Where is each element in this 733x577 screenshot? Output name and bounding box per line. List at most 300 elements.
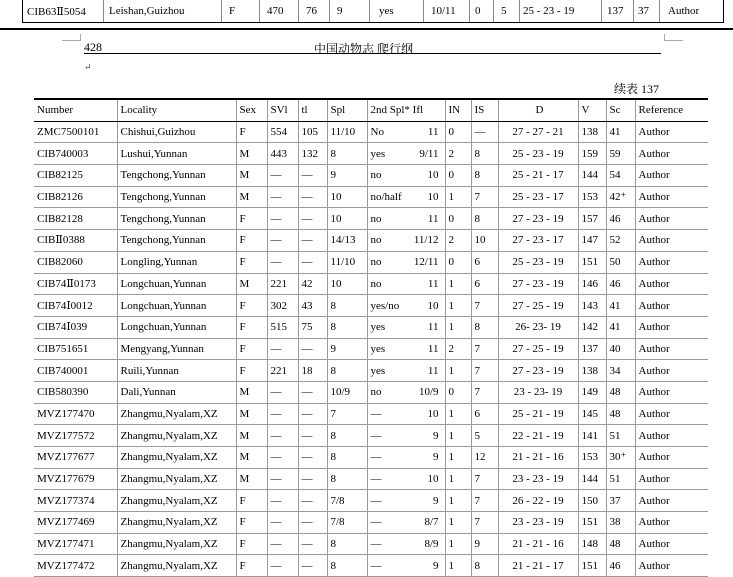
table-row	[34, 447, 708, 469]
prev-locality: Leishan,Guizhou	[109, 5, 185, 17]
prev-reference: Author	[668, 5, 700, 17]
cell-spl: 10	[327, 208, 367, 230]
table-row	[34, 338, 708, 360]
cell-v: 137	[578, 338, 606, 360]
prev-ifl: 10/11	[431, 5, 456, 17]
cell-tl: 42	[298, 273, 327, 295]
cell-spl: 8	[327, 468, 367, 490]
cell-reference: Author	[635, 490, 708, 512]
col-header-svl: SVl	[267, 99, 298, 121]
cell-number: CIB74Ⅰ039	[34, 316, 117, 338]
cell-in: 1	[445, 360, 471, 382]
cell-tl: 132	[298, 143, 327, 165]
cell-is: 8	[471, 165, 498, 187]
page-break-rule	[0, 28, 733, 30]
cell-ifl: 10	[427, 169, 439, 182]
cell-spl: 10	[327, 273, 367, 295]
cell-2nd-spl: yes	[370, 364, 386, 377]
cell-in: 1	[445, 447, 471, 469]
cell-sex: F	[236, 533, 267, 555]
cell-d: 26 - 22 - 19	[498, 490, 578, 512]
cell-is: 9	[471, 533, 498, 555]
cell-2nd-spl-ifl	[367, 316, 445, 338]
col-header-tl: tl	[298, 99, 327, 121]
cell-reference: Author	[635, 338, 708, 360]
cell-number: MVZ177471	[34, 533, 117, 555]
cell-is: 7	[471, 512, 498, 534]
cell-ifl: 10	[427, 407, 439, 420]
cell-spl: 8	[327, 143, 367, 165]
cell-d: 27 - 25 - 19	[498, 338, 578, 360]
crop-mark-right	[664, 34, 683, 41]
cell-ifl: 8/7	[424, 516, 439, 529]
cell-d: 27 - 27 - 21	[498, 121, 578, 143]
table-row	[34, 186, 708, 208]
cell-sc: 46	[606, 208, 635, 230]
cell-number: CIB580390	[34, 381, 117, 403]
cell-sex: F	[236, 251, 267, 273]
cell-tl: 75	[298, 316, 327, 338]
cell-sc: 41	[606, 121, 635, 143]
cell-ifl: 9	[433, 494, 439, 507]
cell-spl: 11/10	[327, 251, 367, 273]
cell-spl: 8	[327, 447, 367, 469]
cell-spl: 10	[327, 186, 367, 208]
cell-2nd-spl: no	[370, 386, 382, 399]
cell-2nd-spl: —	[370, 451, 382, 464]
cell-is: 8	[471, 555, 498, 577]
cell-2nd-spl-ifl	[367, 555, 445, 577]
cell-2nd-spl: no	[370, 234, 382, 247]
cell-locality: Tengchong,Yunnan	[117, 165, 236, 187]
cell-is: 6	[471, 251, 498, 273]
cell-sex: M	[236, 447, 267, 469]
cell-2nd-spl-ifl	[367, 251, 445, 273]
col-header-sex: Sex	[236, 99, 267, 121]
cell-is: 5	[471, 425, 498, 447]
prev-sex: F	[229, 5, 236, 17]
cell-spl: 8	[327, 316, 367, 338]
cell-in: 1	[445, 316, 471, 338]
cell-d: 27 - 23 - 19	[498, 360, 578, 382]
table-row	[34, 121, 708, 143]
cell-spl: 8	[327, 425, 367, 447]
table-row	[34, 143, 708, 165]
cell-2nd-spl: —	[370, 559, 382, 572]
cell-is: 7	[471, 468, 498, 490]
cell-svl: 443	[267, 143, 298, 165]
cell-d: 27 - 23 - 19	[498, 273, 578, 295]
cell-sex: F	[236, 490, 267, 512]
cell-sc: 46	[606, 555, 635, 577]
cell-reference: Author	[635, 381, 708, 403]
cell-number: MVZ177572	[34, 425, 117, 447]
cell-2nd-spl-ifl	[367, 512, 445, 534]
cell-is: 7	[471, 295, 498, 317]
table-row	[34, 316, 708, 338]
cell-spl: 11/10	[327, 121, 367, 143]
prev-svl: 470	[267, 5, 284, 17]
cell-2nd-spl: yes	[370, 342, 386, 355]
cell-reference: Author	[635, 273, 708, 295]
table-row	[34, 512, 708, 534]
table-row	[34, 381, 708, 403]
table-row	[34, 403, 708, 425]
cell-number: CIB74Ⅱ0173	[34, 273, 117, 295]
cell-2nd-spl: no	[370, 169, 382, 182]
cell-reference: Author	[635, 143, 708, 165]
cell-is: 10	[471, 230, 498, 252]
cell-spl: 7/8	[327, 512, 367, 534]
cell-reference: Author	[635, 425, 708, 447]
cell-svl: —	[267, 490, 298, 512]
cell-locality: Tengchong,Yunnan	[117, 186, 236, 208]
table-row	[34, 360, 708, 382]
cell-ifl: 11	[427, 126, 439, 139]
cell-spl: 9	[327, 165, 367, 187]
cell-in: 1	[445, 425, 471, 447]
cell-v: 141	[578, 425, 606, 447]
cell-2nd-spl: no/half	[370, 191, 402, 204]
cell-spl: 7	[327, 403, 367, 425]
cell-2nd-spl: —	[370, 538, 382, 551]
cell-sex: F	[236, 295, 267, 317]
table-row	[34, 490, 708, 512]
cell-2nd-spl: no	[370, 277, 382, 290]
cell-locality: Chishui,Guizhou	[117, 121, 236, 143]
table-row	[34, 295, 708, 317]
prev-spl: 9	[337, 5, 343, 17]
cell-2nd-spl: —	[370, 407, 382, 420]
cell-sc: 48	[606, 533, 635, 555]
col-header-locality: Locality	[117, 99, 236, 121]
cell-is: 6	[471, 273, 498, 295]
cell-reference: Author	[635, 186, 708, 208]
cell-is: 7	[471, 338, 498, 360]
cell-in: 1	[445, 273, 471, 295]
page-number: 428	[84, 40, 102, 54]
cell-locality: Ruili,Yunnan	[117, 360, 236, 382]
cell-2nd-spl-ifl	[367, 208, 445, 230]
cell-number: MVZ177472	[34, 555, 117, 577]
cell-ifl: 9	[433, 451, 439, 464]
cell-is: 8	[471, 143, 498, 165]
cell-2nd-spl-ifl	[367, 447, 445, 469]
cell-v: 144	[578, 468, 606, 490]
cell-2nd-spl-ifl	[367, 381, 445, 403]
cell-number: CIB740001	[34, 360, 117, 382]
cell-reference: Author	[635, 165, 708, 187]
cell-2nd-spl: yes	[370, 147, 386, 160]
cell-ifl: 11	[427, 364, 439, 377]
cell-svl: 515	[267, 316, 298, 338]
cell-2nd-spl-ifl	[367, 338, 445, 360]
cell-locality: Tengchong,Yunnan	[117, 230, 236, 252]
cell-tl: —	[298, 186, 327, 208]
table-row	[34, 230, 708, 252]
cell-number: CIBⅡ0388	[34, 230, 117, 252]
cell-svl: —	[267, 208, 298, 230]
cell-tl: 43	[298, 295, 327, 317]
cell-2nd-spl-ifl	[367, 425, 445, 447]
cell-2nd-spl-ifl	[367, 143, 445, 165]
cell-2nd-spl-ifl	[367, 230, 445, 252]
cell-v: 146	[578, 273, 606, 295]
cell-tl: —	[298, 230, 327, 252]
cell-d: 23 - 23- 19	[498, 381, 578, 403]
table-row	[34, 468, 708, 490]
prev-number: CIB63Ⅱ5054	[27, 6, 86, 18]
cell-reference: Author	[635, 533, 708, 555]
col-header-number: Number	[34, 99, 117, 121]
cell-tl: —	[298, 208, 327, 230]
cell-in: 0	[445, 208, 471, 230]
cell-in: 1	[445, 295, 471, 317]
prev-2nd-spl: yes	[379, 5, 394, 17]
col-header-v: V	[578, 99, 606, 121]
cell-locality: Zhangmu,Nyalam,XZ	[117, 403, 236, 425]
cell-tl: —	[298, 533, 327, 555]
cell-v: 142	[578, 316, 606, 338]
cell-sex: F	[236, 230, 267, 252]
cell-2nd-spl: no	[370, 212, 382, 225]
cell-sex: F	[236, 555, 267, 577]
cell-is: 12	[471, 447, 498, 469]
cell-d: 22 - 21 - 19	[498, 425, 578, 447]
cell-ifl: 8/9	[424, 538, 439, 551]
cell-tl: 18	[298, 360, 327, 382]
cell-reference: Author	[635, 208, 708, 230]
table-row	[34, 165, 708, 187]
cell-sex: M	[236, 186, 267, 208]
cell-sc: 38	[606, 512, 635, 534]
cell-v: 138	[578, 360, 606, 382]
cell-sex: F	[236, 512, 267, 534]
cell-locality: Zhangmu,Nyalam,XZ	[117, 490, 236, 512]
cell-spl: 8	[327, 555, 367, 577]
cell-2nd-spl-ifl	[367, 468, 445, 490]
cell-sex: M	[236, 165, 267, 187]
cell-v: 145	[578, 403, 606, 425]
cell-is: 8	[471, 316, 498, 338]
cell-reference: Author	[635, 230, 708, 252]
cell-in: 0	[445, 121, 471, 143]
cell-svl: 221	[267, 273, 298, 295]
cell-in: 2	[445, 143, 471, 165]
cell-number: CIB740003	[34, 143, 117, 165]
cell-tl: —	[298, 381, 327, 403]
cell-svl: —	[267, 447, 298, 469]
cell-d: 23 - 23 - 19	[498, 468, 578, 490]
cell-number: CIB74Ⅰ0012	[34, 295, 117, 317]
cell-sex: M	[236, 273, 267, 295]
table-row	[34, 555, 708, 577]
cell-sex: M	[236, 468, 267, 490]
cell-2nd-spl-ifl	[367, 295, 445, 317]
cell-locality: Zhangmu,Nyalam,XZ	[117, 555, 236, 577]
cell-d: 25 - 21 - 19	[498, 403, 578, 425]
cell-in: 1	[445, 533, 471, 555]
cell-tl: —	[298, 251, 327, 273]
cell-is: 7	[471, 490, 498, 512]
table-row	[34, 208, 708, 230]
cell-locality: Mengyang,Yunnan	[117, 338, 236, 360]
cell-number: CIB751651	[34, 338, 117, 360]
cell-locality: Longchuan,Yunnan	[117, 316, 236, 338]
cell-reference: Author	[635, 360, 708, 382]
prev-is: 5	[501, 5, 507, 17]
cell-2nd-spl-ifl	[367, 403, 445, 425]
crop-mark-left	[62, 34, 81, 41]
cell-spl: 9	[327, 338, 367, 360]
cell-sc: 48	[606, 381, 635, 403]
cell-locality: Longling,Yunnan	[117, 251, 236, 273]
cell-number: MVZ177470	[34, 403, 117, 425]
cell-tl: 105	[298, 121, 327, 143]
continuation-label: 续表 137	[614, 82, 660, 96]
cell-sex: F	[236, 208, 267, 230]
cell-reference: Author	[635, 512, 708, 534]
cell-tl: —	[298, 512, 327, 534]
cell-reference: Author	[635, 251, 708, 273]
running-title: 中国动物志 爬行纲	[314, 42, 414, 56]
cell-sc: 54	[606, 165, 635, 187]
cell-ifl: 10	[427, 299, 439, 312]
table-header-row	[34, 99, 708, 121]
cell-reference: Author	[635, 316, 708, 338]
cell-v: 138	[578, 121, 606, 143]
cell-sex: F	[236, 121, 267, 143]
col-header-is: IS	[471, 99, 498, 121]
cell-tl: —	[298, 338, 327, 360]
cell-ifl: 9	[433, 429, 439, 442]
cell-svl: —	[267, 251, 298, 273]
cell-in: 1	[445, 512, 471, 534]
cell-number: MVZ177374	[34, 490, 117, 512]
cell-sex: M	[236, 143, 267, 165]
cell-2nd-spl: —	[370, 516, 382, 529]
cell-2nd-spl-ifl	[367, 360, 445, 382]
cell-v: 151	[578, 251, 606, 273]
cell-v: 157	[578, 208, 606, 230]
cell-in: 1	[445, 490, 471, 512]
cell-2nd-spl-ifl	[367, 490, 445, 512]
col-header-d: D	[498, 99, 578, 121]
cell-2nd-spl: yes/no	[370, 299, 400, 312]
cell-d: 21 - 21 - 16	[498, 447, 578, 469]
cell-reference: Author	[635, 295, 708, 317]
cell-v: 151	[578, 512, 606, 534]
cell-sex: F	[236, 360, 267, 382]
cell-locality: Longchuan,Yunnan	[117, 273, 236, 295]
cell-sc: 59	[606, 143, 635, 165]
cell-in: 1	[445, 555, 471, 577]
cell-d: 25 - 21 - 17	[498, 165, 578, 187]
cell-number: MVZ177679	[34, 468, 117, 490]
cell-sc: 42⁺	[606, 186, 635, 208]
cell-v: 153	[578, 186, 606, 208]
cell-2nd-spl: No	[370, 126, 384, 139]
cell-locality: Longchuan,Yunnan	[117, 295, 236, 317]
cell-ifl: 9/11	[419, 147, 439, 160]
cell-is: 7	[471, 381, 498, 403]
paragraph-mark: ↵	[84, 62, 92, 72]
cell-svl: 302	[267, 295, 298, 317]
cell-number: CIB82060	[34, 251, 117, 273]
cell-number: CIB82128	[34, 208, 117, 230]
cell-reference: Author	[635, 555, 708, 577]
cell-sc: 34	[606, 360, 635, 382]
cell-is: 7	[471, 186, 498, 208]
cell-is: 8	[471, 208, 498, 230]
cell-locality: Tengchong,Yunnan	[117, 208, 236, 230]
cell-v: 151	[578, 555, 606, 577]
cell-in: 2	[445, 338, 471, 360]
cell-d: 26- 23- 19	[498, 316, 578, 338]
cell-spl: 8	[327, 360, 367, 382]
cell-locality: Zhangmu,Nyalam,XZ	[117, 468, 236, 490]
cell-svl: —	[267, 533, 298, 555]
cell-is: —	[471, 121, 498, 143]
cell-ifl: 11	[427, 212, 439, 225]
cell-v: 147	[578, 230, 606, 252]
cell-d: 25 - 23 - 19	[498, 143, 578, 165]
cell-sex: F	[236, 316, 267, 338]
cell-v: 153	[578, 447, 606, 469]
cell-sc: 51	[606, 425, 635, 447]
previous-table-row	[22, 0, 724, 23]
col-header-sc: Sc	[606, 99, 635, 121]
cell-2nd-spl: —	[370, 473, 382, 486]
cell-in: 1	[445, 186, 471, 208]
cell-d: 25 - 23 - 19	[498, 251, 578, 273]
cell-svl: 221	[267, 360, 298, 382]
cell-locality: Zhangmu,Nyalam,XZ	[117, 533, 236, 555]
cell-v: 148	[578, 533, 606, 555]
col-header-in: IN	[445, 99, 471, 121]
cell-tl: —	[298, 468, 327, 490]
cell-sc: 46	[606, 273, 635, 295]
cell-reference: Author	[635, 121, 708, 143]
prev-sc: 37	[638, 5, 649, 17]
cell-2nd-spl: —	[370, 494, 382, 507]
prev-tl: 76	[306, 5, 317, 17]
prev-d: 25 - 23 - 19	[523, 5, 575, 17]
cell-reference: Author	[635, 447, 708, 469]
cell-reference: Author	[635, 403, 708, 425]
cell-d: 27 - 25 - 19	[498, 295, 578, 317]
cell-sex: M	[236, 425, 267, 447]
cell-number: CIB82125	[34, 165, 117, 187]
cell-locality: Zhangmu,Nyalam,XZ	[117, 447, 236, 469]
cell-spl: 8	[327, 295, 367, 317]
cell-in: 0	[445, 165, 471, 187]
cell-number: ZMC7500101	[34, 121, 117, 143]
table-row	[34, 251, 708, 273]
cell-svl: —	[267, 230, 298, 252]
cell-ifl: 9	[433, 559, 439, 572]
prev-v: 137	[607, 5, 624, 17]
cell-d: 27 - 23 - 17	[498, 230, 578, 252]
cell-v: 159	[578, 143, 606, 165]
cell-in: 2	[445, 230, 471, 252]
cell-locality: Zhangmu,Nyalam,XZ	[117, 425, 236, 447]
cell-sc: 51	[606, 468, 635, 490]
cell-in: 0	[445, 381, 471, 403]
cell-ifl: 11	[427, 342, 439, 355]
cell-sc: 50	[606, 251, 635, 273]
cell-sc: 41	[606, 295, 635, 317]
